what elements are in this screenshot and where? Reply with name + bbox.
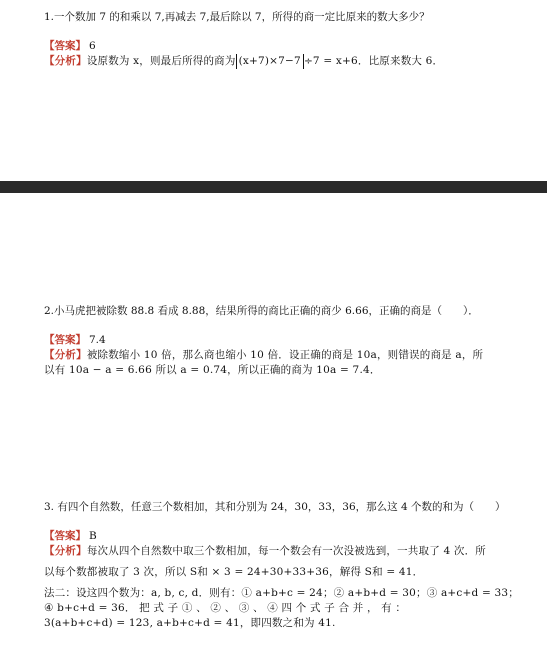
analysis-bracket-expression: (x+7)×7−7	[236, 54, 304, 69]
analysis-label: 【分析】	[44, 55, 87, 67]
analysis-line-2: 以每个数都被取了 3 次，所以 S和 × 3 = 24+30+33+36，解得 S和 = 41．	[44, 566, 424, 578]
method-2-line-3: 3(a+b+c+d) = 123, a+b+c+d = 41，即四数之和为 41.	[44, 617, 336, 629]
question-2-analysis	[44, 348, 511, 363]
answer-value: 6	[89, 40, 96, 52]
method-2-line-2: ④ b+c+d = 36． 把 式 子 ① 、 ② 、 ③ 、 ④ 四 个 式 子 合 并 ， 有 ：	[44, 602, 407, 614]
analysis-label: 【分析】	[44, 545, 87, 557]
question-3-block	[44, 500, 519, 631]
answer-value: B	[89, 530, 97, 542]
answer-value: 7.4	[89, 334, 106, 346]
answer-label: 【答案】	[44, 334, 86, 346]
answer-label: 【答案】	[44, 40, 86, 52]
question-3-analysis	[44, 544, 511, 559]
question-3-text: 3. 有四个自然数，任意三个数相加，其和分别为 24，30，33，36，那么这 4 个数的和为（ ）	[44, 501, 506, 513]
page-divider	[0, 181, 547, 193]
analysis-line-1: 每次从四个自然数中取三个数相加，每一个数会有一次没被选到，一共取了 4 次．所	[86, 545, 486, 557]
question-2-text: 2.小马虎把被除数 88.8 看成 8.88，结果所得的商比正确的商少 6.66，正确的商是（ ）．	[44, 305, 479, 317]
method-2-line-1: 法二：设这四个数为：a, b, c, d．则有：① a+b+c = 24；② a+b+d = 30；③ a+c+d = 33；	[44, 587, 519, 599]
question-2-answer	[44, 333, 511, 348]
question-3-answer	[44, 529, 511, 544]
question-1-answer	[44, 39, 511, 54]
question-1-block	[44, 10, 511, 69]
analysis-label: 【分析】	[44, 349, 87, 361]
analysis-line-2: 以有 10a − a = 6.66 所以 a = 0.74，所以正确的商为 10a = 7.4．	[44, 364, 381, 376]
analysis-text-a: 设原数为 x，则最后所得的商为	[86, 55, 236, 67]
question-2-block	[44, 304, 511, 378]
analysis-text-b: ÷7 = x+6．比原来数大 6．	[303, 55, 444, 67]
analysis-line-1: 被除数缩小 10 倍，那么商也缩小 10 倍．设正确的商是 10a，则错误的商是 a，所	[86, 349, 484, 361]
question-1-analysis	[44, 54, 511, 69]
answer-label: 【答案】	[44, 530, 86, 542]
question-1-text: 1.一个数加 7 的和乘以 7,再减去 7,最后除以 7，所得的商一定比原来的数大多少？	[44, 11, 430, 23]
